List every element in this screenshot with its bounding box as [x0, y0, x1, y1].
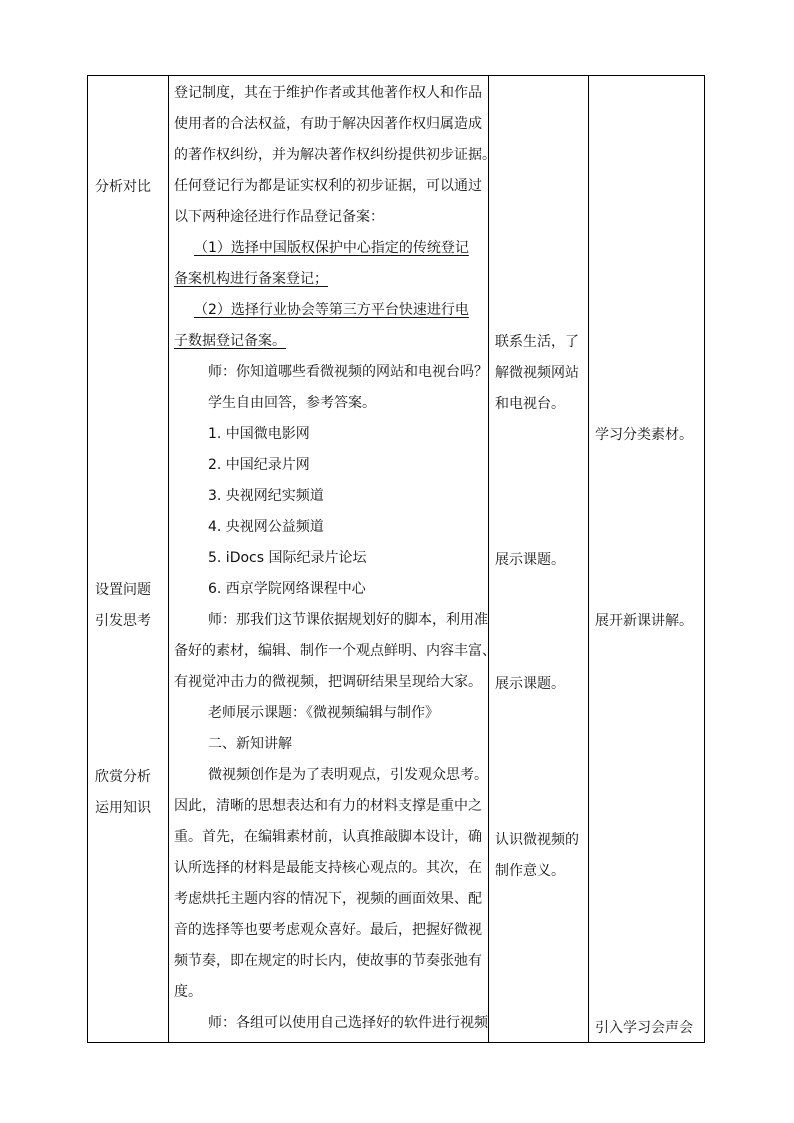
- content-line: 二、新知讲解: [208, 736, 292, 752]
- content-line: 师：各组可以使用自己选择好的软件进行视频: [208, 1015, 488, 1031]
- content-line: 微视频创作是为了表明观点，引发观众思考。: [208, 767, 488, 783]
- stage-apply-label-1: 欣赏分析: [95, 769, 151, 785]
- student-activity-show-2: 展示课题。: [495, 676, 565, 692]
- content-line: 登记制度，其在于维护作者或其他著作权人和作品: [174, 85, 482, 101]
- student-activity-show-1: 展示课题。: [495, 552, 565, 568]
- content-line: 重。首先，在编辑素材前，认真推敲脚本设计，确: [174, 829, 482, 845]
- student-activity-meaning-2: 制作意义。: [495, 863, 565, 879]
- column-divider: [168, 76, 169, 1042]
- stage-question-label-1: 设置问题: [95, 582, 151, 598]
- content-line: （1）选择中国版权保护中心指定的传统登记: [194, 240, 469, 256]
- content-line: 6. 西京学院网络课程中心: [208, 581, 366, 597]
- content-line: 使用者的合法权益，有助于解决因著作权归属造成: [174, 116, 482, 132]
- design-intent-lecture: 展开新课讲解。: [595, 613, 693, 629]
- content-line: 5. iDocs 国际纪录片论坛: [208, 550, 367, 566]
- content-line: 任何登记行为都是证实权利的初步证据，可以通过: [174, 178, 482, 194]
- student-activity-life-3: 和电视台。: [495, 396, 565, 412]
- content-line: 1. 中国微电影网: [208, 426, 310, 442]
- design-intent-classify: 学习分类素材。: [595, 427, 693, 443]
- content-line: 因此，清晰的思想表达和有力的材料支撑是重中之: [174, 798, 482, 814]
- content-line: 以下两种途径进行作品登记备案：: [174, 209, 384, 225]
- content-line: 有视觉冲击力的微视频，把调研结果呈现给大家。: [174, 674, 482, 690]
- design-intent-intro: 引入学习会声会: [595, 1020, 693, 1036]
- column-divider: [588, 76, 589, 1042]
- content-line: 4. 央视网公益频道: [208, 519, 324, 535]
- content-line: 2. 中国纪录片网: [208, 457, 310, 473]
- content-line: 认所选择的材料是最能支持核心观点的。其次，在: [174, 860, 482, 876]
- stage-apply-label-2: 运用知识: [95, 800, 151, 816]
- stage-compare-label: 分析对比: [95, 179, 151, 195]
- lesson-table: [87, 75, 705, 1043]
- content-line: 备好的素材，编辑、制作一个观点鲜明、内容丰富、: [174, 643, 496, 659]
- stage-question-label-2: 引发思考: [95, 613, 151, 629]
- student-activity-life-1: 联系生活，了: [495, 334, 579, 350]
- content-line: 度。: [174, 984, 202, 1000]
- content-line: （2）选择行业协会等第三方平台快速进行电: [194, 302, 469, 318]
- content-line: 3. 央视网纪实频道: [208, 488, 324, 504]
- content-line: 考虑烘托主题内容的情况下，视频的画面效果、配: [174, 891, 482, 907]
- content-line: 的著作权纠纷，并为解决著作权纠纷提供初步证据。: [174, 147, 496, 163]
- content-line: 备案机构进行备案登记；: [174, 271, 328, 287]
- student-activity-life-2: 解微视频网站: [495, 365, 579, 381]
- content-line: 师：那我们这节课依据规划好的脚本，利用准: [208, 612, 488, 628]
- content-line: 老师展示课题：《微视频编辑与制作》: [208, 705, 439, 721]
- content-line: 子数据登记备案。: [174, 333, 286, 349]
- teaching-content: [174, 78, 496, 1039]
- content-line: 师：你知道哪些看微视频的网站和电视台吗？: [208, 364, 488, 380]
- content-line: 学生自由回答，参考答案。: [208, 395, 376, 411]
- content-line: 音的选择等也要考虑观众喜好。最后，把握好微视: [174, 922, 482, 938]
- content-line: 频节奏，即在规定的时长内，使故事的节奏张弛有: [174, 953, 482, 969]
- student-activity-meaning-1: 认识微视频的: [495, 832, 579, 848]
